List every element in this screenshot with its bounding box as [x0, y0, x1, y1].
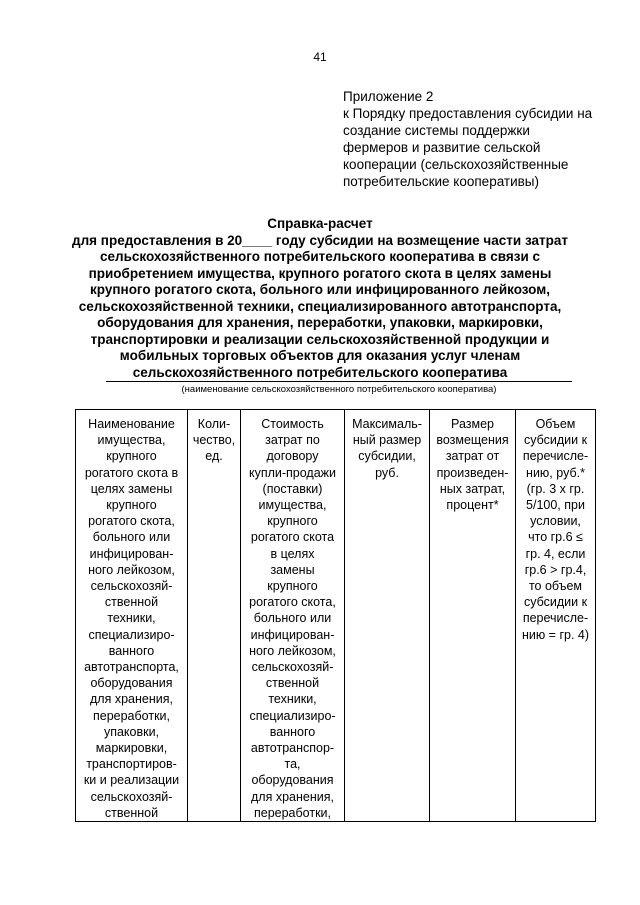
header-cell-max-subsidy — [345, 410, 430, 822]
appendix-line: Приложение 2 — [343, 89, 434, 104]
header-cell-line: 5/100, при — [526, 498, 585, 513]
header-cell-line: для хранения, — [251, 789, 334, 804]
header-cell-line: ванного — [108, 643, 155, 658]
header-cell-line: ный размер — [352, 433, 422, 448]
header-cell-line: перечисле- — [522, 611, 589, 626]
appendix-line: кооперации (сельскохозяйственные — [343, 157, 569, 172]
header-cell-line: ного лейкозом, — [88, 562, 175, 577]
header-cell-line: субсидии к — [523, 595, 588, 610]
header-cell-line: чество, — [192, 433, 236, 448]
header-cell-line: автотранспорта, — [84, 660, 179, 675]
header-cell-line: ного лейкозом, — [249, 643, 336, 658]
table-header-row — [76, 410, 596, 822]
header-cell-line: рогатого скота, — [249, 595, 336, 610]
header-cell-line: Стоимость — [261, 417, 324, 431]
header-cell-line: рогатого скота — [250, 530, 335, 545]
header-cell-line: техники, — [268, 692, 317, 707]
appendix-line: фермеров и развитие сельской — [343, 140, 541, 155]
header-cell-line: нию, руб.* — [526, 465, 585, 480]
calculation-table — [75, 409, 596, 822]
header-cell-line: ственной — [104, 595, 159, 610]
header-cell-line: гр.6 > гр.4, — [524, 562, 587, 577]
header-cell-line: для хранения, — [90, 692, 173, 707]
header-cell-line: автотранспор- — [250, 741, 335, 756]
header-cell-line: ственной — [104, 805, 159, 820]
header-cell-line: крупного — [106, 498, 157, 513]
header-cell-line: договору — [266, 449, 319, 464]
header-cell-line: Наименование — [88, 417, 175, 431]
header-cell-line: гр. 4, если — [525, 546, 586, 561]
header-cell-line: оборудования — [90, 676, 173, 691]
header-cell-line: специализиро- — [88, 627, 175, 642]
header-cell-line: купли-продажи — [248, 465, 337, 480]
header-cell-line: больного или — [253, 611, 332, 626]
header-cell-line: процент* — [446, 498, 499, 513]
heading-line: оборудования для хранения, переработки, упаковки, маркировки, — [97, 315, 543, 330]
header-cell-line: рогатого скота, — [88, 514, 175, 529]
document-title: Справка-расчет — [267, 216, 373, 231]
heading-line: сельскохозяйственного потребительского кооператива в связи с — [99, 249, 541, 264]
header-cell-line: сельскохозяй- — [90, 789, 173, 804]
header-cell-line: крупного — [267, 514, 318, 529]
heading-line: сельскохозяйственной техники, специализированного автотранспорта, — [78, 298, 562, 314]
header-cell-line: крупного — [267, 579, 318, 594]
header-cell-line: инфицирован- — [250, 627, 335, 642]
page-number: 41 — [313, 50, 327, 64]
header-cell-quantity — [188, 410, 241, 822]
header-cell-line: сельскохозяй- — [251, 660, 334, 675]
header-cell-line: ных затрат, — [439, 481, 506, 496]
header-cell-line: в целях — [270, 546, 315, 561]
header-cell-line: рогатого скота в — [84, 465, 179, 480]
header-cell-line: оборудования — [251, 773, 334, 788]
header-cell-line: ед. — [205, 449, 223, 464]
header-cell-line: субсидии к — [523, 433, 588, 448]
appendix-line: потребительские кооперативы) — [343, 174, 540, 189]
header-cell-line: больного или — [92, 530, 171, 545]
heading-line: мобильных торговых объектов для оказания услуг членам — [119, 348, 521, 363]
heading-line: сельскохозяйственного потребительского кооператива — [132, 364, 508, 380]
header-cell-purchase-cost — [241, 410, 345, 822]
header-cell-line: то объем — [528, 579, 583, 594]
header-cell-line: Максималь- — [352, 417, 422, 431]
appendix-line: к Порядку предоставления субсидии на — [343, 106, 593, 121]
appendix-line: создание системы поддержки — [343, 123, 530, 138]
header-cell-line: условии, — [530, 514, 581, 529]
header-cell-line: (гр. 3 х гр. — [526, 481, 585, 496]
heading-line: приобретением имущества, крупного рогатого скота в целях замены — [88, 265, 552, 281]
heading-line: транспортировки и реализации сельскохозяйственной продукции и — [90, 331, 550, 347]
header-cell-line: переработки, — [253, 805, 331, 820]
header-cell-line: (поставки) — [262, 481, 323, 496]
header-cell-line: затрат от — [445, 449, 500, 464]
header-cell-line: возмещения — [436, 433, 509, 448]
header-cell-reimbursement-percent — [430, 410, 516, 822]
cooperative-name-line — [106, 381, 572, 382]
cooperative-name-caption: (наименование сельскохозяйственного потребительского кооператива) — [181, 384, 497, 395]
header-cell-line: переработки, — [92, 708, 170, 723]
header-cell-line: Объем — [535, 417, 576, 431]
header-cell-line: инфицирован- — [89, 546, 174, 561]
header-cell-line: маркировки, — [95, 741, 168, 756]
header-cell-line: ственной — [265, 676, 320, 691]
header-cell-line: имущества, — [258, 498, 327, 513]
header-cell-subsidy-amount — [516, 410, 596, 822]
header-cell-line: Коли- — [197, 417, 231, 431]
header-cell-line: Размер — [451, 417, 494, 431]
header-cell-line: целях замены — [90, 481, 173, 496]
header-cell-line: что гр.6 ≤ — [528, 530, 583, 545]
header-cell-line: упаковки, — [103, 724, 160, 739]
appendix-note — [343, 88, 623, 190]
header-cell-line: затрат по — [265, 433, 320, 448]
header-cell-property-name — [76, 410, 188, 822]
header-cell-line: замены — [270, 562, 315, 577]
header-cell-line: техники, — [107, 611, 156, 626]
header-cell-line: специализиро- — [249, 708, 336, 723]
header-cell-line: имущества, — [97, 433, 166, 448]
header-cell-line: та, — [284, 757, 301, 772]
header-cell-line: перечисле- — [522, 449, 589, 464]
header-cell-line: крупного — [106, 449, 157, 464]
header-cell-line: субсидии, — [358, 449, 416, 464]
header-cell-line: нию = гр. 4) — [521, 627, 590, 642]
header-cell-line: руб. — [375, 465, 399, 480]
header-cell-line: произведен- — [436, 465, 509, 480]
header-cell-line: транспортиров- — [86, 757, 177, 772]
heading-line: крупного рогатого скота, больного или инфицированного лейкозом, — [90, 282, 550, 297]
heading-line: для предоставления в 20____ году субсидии на возмещение части затрат — [72, 232, 568, 248]
header-cell-line: ки и реализации — [83, 773, 180, 788]
header-cell-line: сельскохозяй- — [90, 579, 173, 594]
document-heading — [60, 216, 580, 381]
header-cell-line: ванного — [269, 724, 316, 739]
